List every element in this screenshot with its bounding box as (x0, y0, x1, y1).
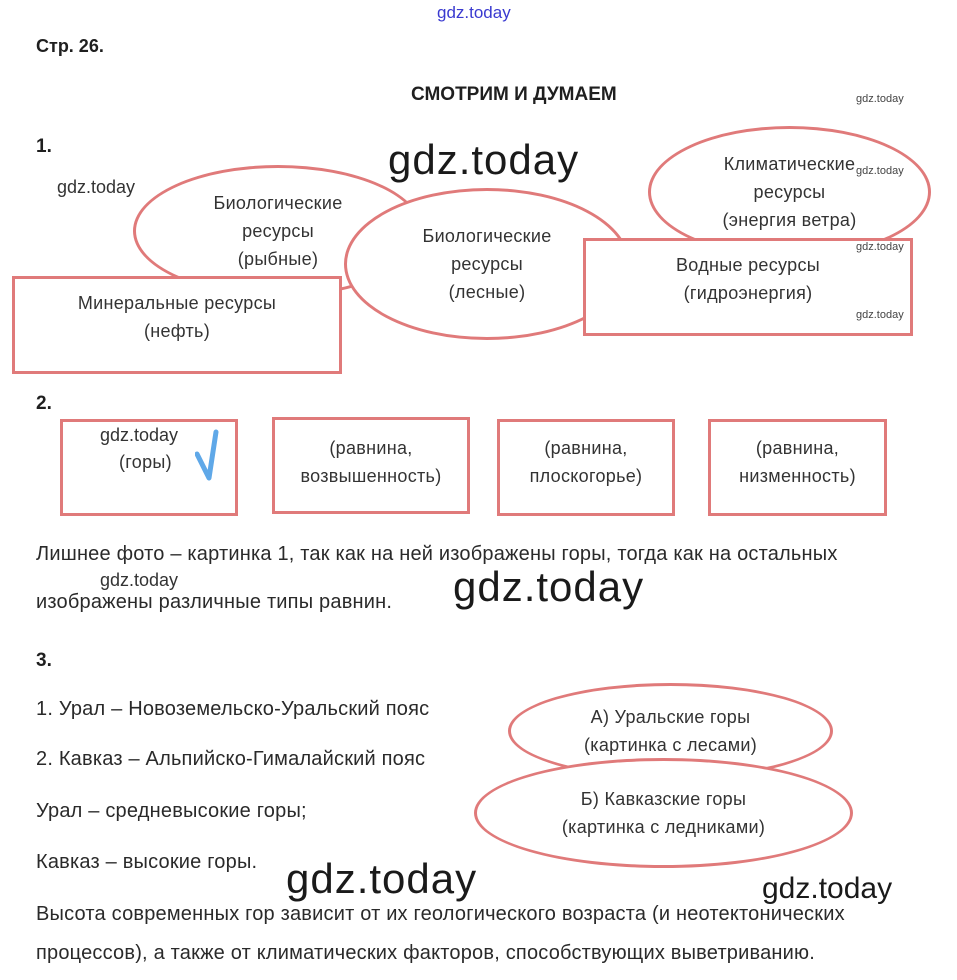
ural-oval-line2: (картинка с лесами) (583, 735, 758, 755)
conclusion-line-2: процессов), а также от климатических факторов, способствующих выветриванию. (36, 942, 815, 964)
mineral-box (12, 276, 342, 374)
task-number-2: 2. (36, 393, 52, 414)
watermark: gdz.today (856, 309, 904, 321)
ural-height: Урал – средневысокие горы; (36, 800, 307, 822)
page-label: Стр. 26. (36, 36, 104, 56)
photo-box-1-label: (горы) (119, 452, 172, 472)
section-title: СМОТРИМ И ДУМАЕМ (411, 84, 617, 105)
caucasus-oval-line2: (картинка с ледниками) (561, 817, 766, 837)
bio-fish-line2: ресурсы (242, 221, 314, 241)
answer-line-1: Лишнее фото – картинка 1, так как на ней изображены горы, тогда как на остальных (36, 543, 838, 565)
climate-line1: Климатические (723, 154, 856, 174)
check-mark-icon (195, 426, 219, 482)
watermark: gdz.today (856, 241, 904, 253)
watermark: gdz.today (286, 855, 478, 902)
watermark: gdz.today (57, 177, 136, 197)
conclusion-line-1: Высота современных гор зависит от их геологического возраста (и неотектонических (36, 903, 845, 925)
caucasus-oval (474, 758, 853, 868)
climate-line3: (энергия ветра) (722, 210, 857, 230)
ural-oval-line1: А) Уральские горы (590, 707, 751, 727)
photo-box-4-line1: (равнина, (755, 438, 840, 458)
bio-fish-line1: Биологические (213, 193, 343, 213)
item-ural: 1. Урал – Новоземельско-Уральский пояс (36, 698, 430, 720)
task-number-1: 1. (36, 136, 52, 157)
mineral-line2: (нефть) (143, 321, 211, 341)
photo-box-3-line2: плоскогорье) (529, 466, 643, 486)
water-line1: Водные ресурсы (676, 255, 820, 275)
bio-fish-line3: (рыбные) (237, 249, 319, 269)
top-watermark: gdz.today (437, 3, 511, 22)
caucasus-oval-line1: Б) Кавказские горы (580, 789, 747, 809)
answer-line-2: изображены различные типы равнин. (36, 591, 393, 613)
item-caucasus: 2. Кавказ – Альпийско-Гималайский пояс (36, 748, 426, 770)
photo-box-2-line2: возвышенность) (300, 466, 442, 486)
watermark: gdz.today (856, 93, 904, 105)
task-number-3: 3. (36, 650, 52, 671)
photo-box-3-line1: (равнина, (544, 438, 628, 458)
photo-box-4-line2: низменность) (739, 466, 856, 486)
bio-forest-line2: ресурсы (451, 254, 523, 274)
photo-box-2 (272, 417, 470, 514)
watermark: gdz.today (453, 563, 645, 610)
water-line2: (гидроэнергия) (683, 283, 813, 303)
bio-forest-line3: (лесные) (448, 282, 526, 302)
watermark: gdz.today (100, 570, 179, 590)
watermark: gdz.today (388, 136, 580, 183)
watermark: gdz.today (762, 872, 893, 905)
photo-box-3 (497, 419, 675, 516)
watermark: gdz.today (856, 165, 904, 177)
caucasus-height: Кавказ – высокие горы. (36, 851, 258, 873)
photo-box-4 (708, 419, 887, 516)
photo-box-2-line1: (равнина, (329, 438, 413, 458)
mineral-line1: Минеральные ресурсы (77, 293, 277, 313)
watermark: gdz.today (100, 425, 179, 445)
climate-line2: ресурсы (753, 182, 826, 202)
bio-forest-line1: Биологические (422, 226, 552, 246)
